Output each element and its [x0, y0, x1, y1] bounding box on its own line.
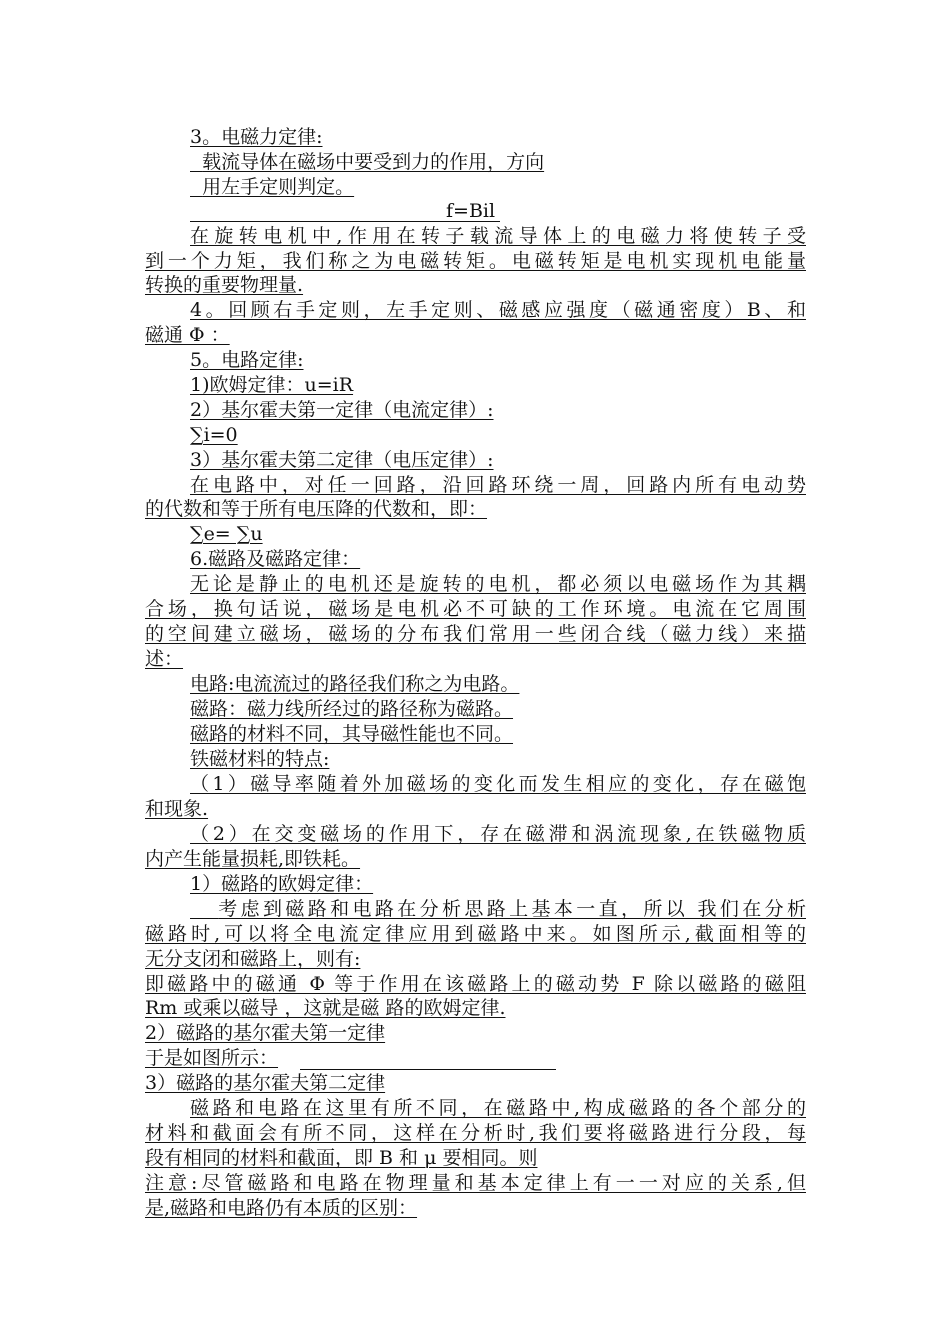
paragraph-line: 注意:尽管磁路和电路在物理量和基本定律上有一一对应的关系,但 — [145, 1172, 806, 1194]
text-line: 用左手定则判定。 — [202, 176, 355, 198]
definition-magnetic-circuit: 磁路：磁力线所经过的路径称为磁路。 — [190, 698, 514, 720]
heading-magnetic-kirchhoff-first: 2）磁路的基尔霍夫第一定律 — [145, 1022, 386, 1044]
text-line: 载流导体在磁场中要受到力的作用，方向 — [202, 151, 545, 173]
formula-sum-i: ∑i=0 — [190, 424, 238, 446]
definition-circuit: 电路:电流流过的路径我们称之为电路。 — [190, 673, 520, 695]
list-item: （1）磁导率随着外加磁场的变化而发生相应的变化，存在磁饱 — [190, 773, 806, 795]
paragraph-line: 磁路时,可以将全电流定律应用到磁路中来。如图所示,截面相等的 — [145, 923, 806, 945]
heading-ferromagnetic: 铁磁材料的特点: — [190, 748, 330, 770]
formula-sum-e-u: ∑e= ∑u — [190, 523, 263, 545]
paragraph-line: 合场，换句话说，磁场是电机必不可缺的工作环境。电流在它周围 — [145, 598, 806, 620]
heading-magnetic-circuit: 6.磁路及磁路定律： — [190, 548, 361, 570]
underline-rule — [300, 1069, 556, 1070]
paragraph-line: 段有相同的材料和截面，即 B 和 μ 要相同。则 — [145, 1147, 538, 1169]
text-line: 磁路的材料不同，其导磁性能也不同。 — [190, 723, 514, 745]
heading-magnetic-ohms-law: 1）磁路的欧姆定律： — [190, 873, 374, 895]
paragraph-line: 即磁路中的磁通 Φ 等于作用在该磁路上的磁动势 F 除以磁路的磁阻 — [145, 973, 806, 995]
paragraph-line: 无论是静止的电机还是旋转的电机，都必须以电磁场作为其耦 — [190, 573, 806, 595]
text-ohms-law: 1)欧姆定律：u=iR — [190, 374, 354, 396]
paragraph-line: 在电路中，对任一回路，沿回路环绕一周，回路内所有电动势 — [190, 474, 806, 496]
list-item: （2）在交变磁场的作用下，存在磁滞和涡流现象,在铁磁物质 — [190, 823, 806, 845]
paragraph-line: 转换的重要物理量. — [145, 274, 304, 296]
paragraph-line: 到一个力矩，我们称之为电磁转矩。电磁转矩是电机实现机电能量 — [145, 250, 806, 272]
text-line: 于是如图所示： — [145, 1047, 279, 1069]
paragraph-line: 材料和截面会有所不同，这样在分析时,我们要将磁路进行分段，每 — [145, 1122, 806, 1144]
paragraph-line: 考虑到磁路和电路在分析思路上基本一直，所以 我们在分析 — [218, 898, 806, 920]
heading-circuit-laws: 5。电路定律: — [190, 349, 304, 371]
paragraph-line: 磁路和电路在这里有所不同，在磁路中,构成磁路的各个部分的 — [190, 1097, 806, 1119]
paragraph-line: 在旋转电机中,作用在转子载流导体上的电磁力将使转子受 — [190, 225, 806, 247]
list-item: 内产生能量损耗,即铁耗。 — [145, 848, 361, 870]
heading-review-rules: 4。回顾右手定则，左手定则、磁感应强度（磁通密度）B、和 — [190, 299, 806, 321]
paragraph-line: 是,磁路和电路仍有本质的区别： — [145, 1197, 418, 1219]
list-item: 和现象. — [145, 798, 209, 820]
paragraph-line: Rm 或乘以磁导 ，这就是磁 路的欧姆定律. — [145, 997, 506, 1019]
text-kirchhoff-first: 2）基尔霍夫第一定律（电流定律）: — [190, 399, 494, 421]
heading-electromagnetic-force-law: 3。电磁力定律: — [190, 126, 323, 148]
paragraph-line: 的空间建立磁场，磁场的分布我们常用一些闭合线（磁力线）来描 — [145, 623, 806, 645]
paragraph-line: 磁通 Φ ： — [145, 324, 230, 346]
paragraph-line: 无分支闭和磁路上，则有: — [145, 948, 361, 970]
paragraph-line: 述： — [145, 648, 184, 670]
heading-magnetic-kirchhoff-second: 3）磁路的基尔霍夫第二定律 — [145, 1072, 386, 1094]
formula-fbil: f=Bil — [446, 200, 496, 222]
paragraph-line: 的代数和等于所有电压降的代数和，即： — [145, 498, 488, 520]
text-kirchhoff-second: 3）基尔霍夫第二定律（电压定律）: — [190, 449, 494, 471]
